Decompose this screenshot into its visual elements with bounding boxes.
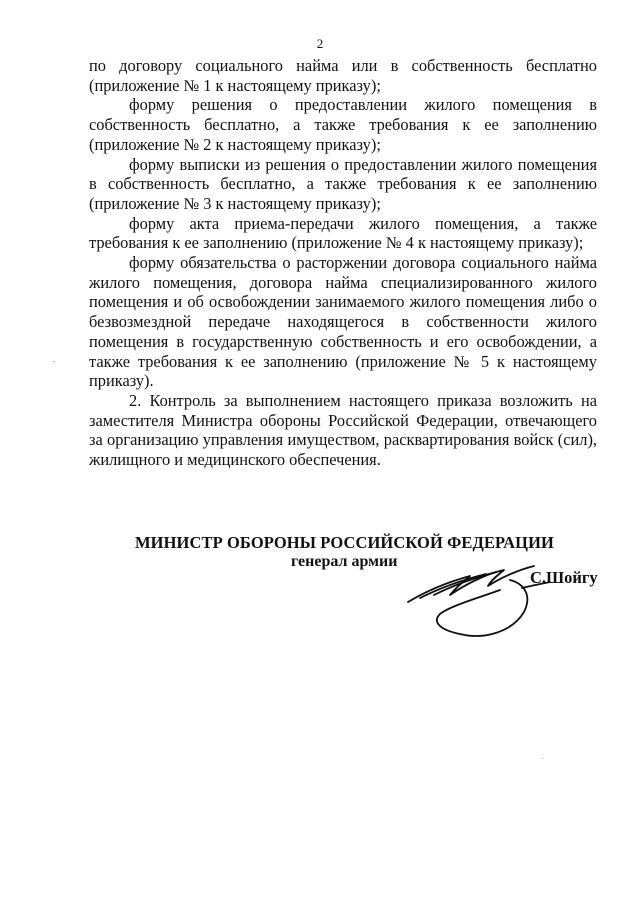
signatory-rank: генерал армии (291, 553, 398, 570)
scan-mark: . (53, 355, 55, 364)
paragraph: форму обязательства о расторжении договора социального найма жилого помещения, договора найма специализированного жилого помещения и об освобождении занимаемого жилого помещения либо о безвозмездной передаче находящегося в собственности жилого помещения в государственную собственность и его освобождении, а также требования к ее заполнению (приложение № 5 к настоящему приказу). (89, 253, 597, 391)
paragraph: форму решения о предоставлении жилого помещения в собственность бесплатно, а также требования к ее заполнению (приложение № 2 к настоящему приказу); (89, 95, 597, 154)
handwritten-signature (400, 540, 570, 650)
paragraph: 2. Контроль за выполнением настоящего приказа возложить на заместителя Министра обороны Российской Федерации, отвечающего за организацию управления имуществом, расквартирования войск (сил), жилищного и медицинского обеспечения. (89, 390, 597, 470)
paragraph: форму выписки из решения о предоставлении жилого помещения в собственность бесплатно, а также требования к ее заполнению (приложение № 3 к настоящему приказу); (89, 154, 597, 213)
scan-mark: ` (541, 757, 544, 765)
paragraph: по договору социального найма или в собственность бесплатно (приложение № 1 к настоящему приказу); (89, 56, 597, 95)
body-text (89, 56, 597, 470)
paragraph: форму акта приема-передачи жилого помещения, а также требования к ее заполнению (приложение № 4 к настоящему приказу); (89, 213, 597, 253)
signatory-name: С.Шойгу (530, 568, 598, 587)
page-number: 2 (316, 36, 324, 51)
signatory-title: МИНИСТР ОБОРОНЫ РОССИЙСКОЙ ФЕДЕРАЦИИ (135, 533, 554, 552)
